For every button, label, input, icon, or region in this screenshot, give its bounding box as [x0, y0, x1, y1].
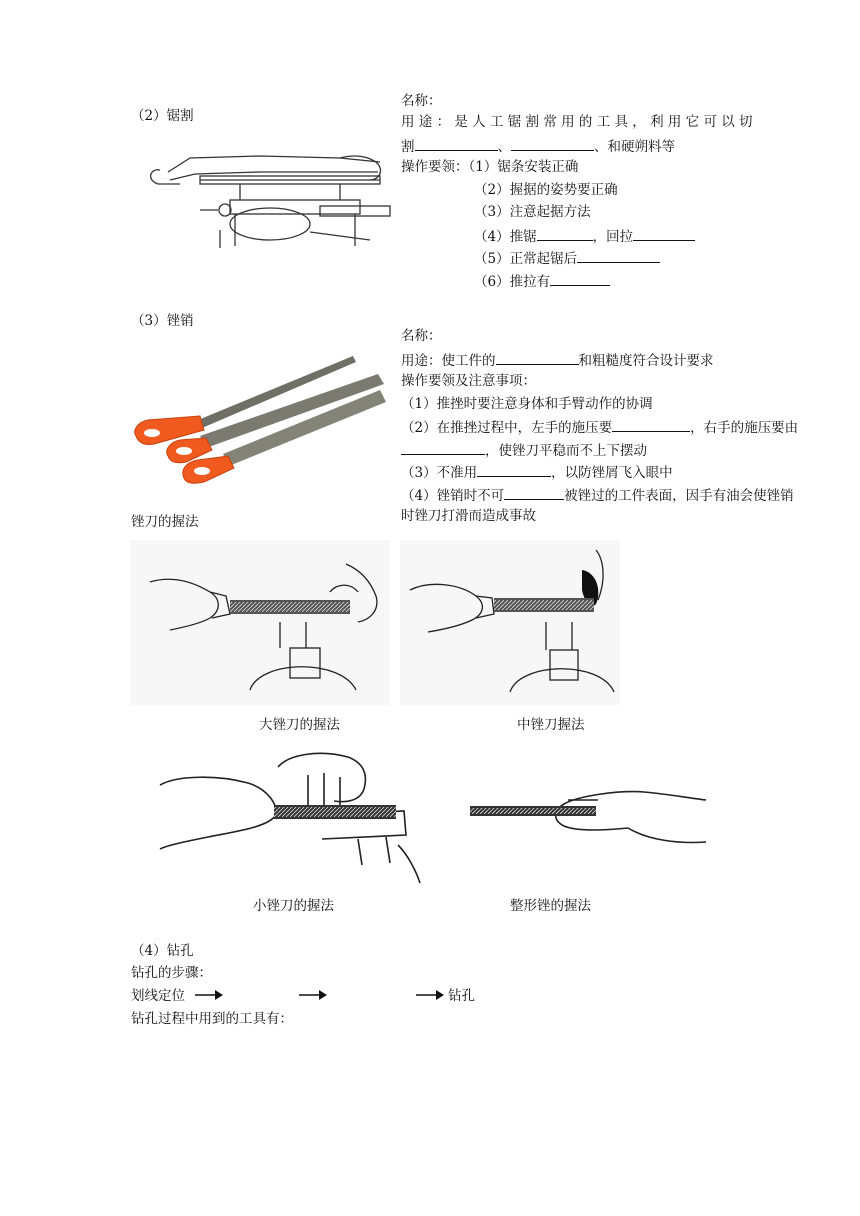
saw-op-3: （3）注意起据方法	[474, 204, 591, 220]
small-file-grip-illustration	[158, 745, 423, 885]
arrow-right-icon	[416, 989, 444, 1001]
drill-tools-label: 钻孔过程中用到的工具有：	[131, 1011, 293, 1027]
grip-caption-needle: 整形锉的握法	[510, 898, 591, 914]
grip-caption-medium: 中锉刀握法	[517, 717, 585, 733]
file-note-4: （4）锉销时不可 被锉过的工件表面，因手有油会使锉销	[401, 485, 794, 505]
saw-op-2: （2）握据的姿势要正确	[474, 182, 618, 198]
file-note-3: （3）不准用 ，以防锉屑飞入眼中	[401, 462, 673, 482]
blank-field	[477, 462, 551, 477]
blank-field	[550, 271, 610, 286]
file-name-label: 名称：	[401, 328, 442, 344]
blank-field	[511, 136, 594, 151]
saw-use-line1: 用 途 ： 是 人 工 锯 割 常 用 的 工 具 ， 利 用 它 可 以 切	[401, 114, 753, 130]
grips-heading: 锉刀的握法	[131, 514, 199, 530]
saw-name-label: 名称：	[401, 93, 442, 109]
file-note-2-line2: ，使锉刀平稳而不上下摆动	[401, 440, 647, 460]
saw-ops-row1: 操作要领：（1）锯条安装正确	[401, 159, 579, 175]
saw-op-6: （6）推拉有	[474, 271, 610, 291]
file-note-4-line2: 时锉刀打滑而造成事故	[401, 508, 536, 524]
blank-field	[577, 248, 660, 263]
file-use-line: 用途：使工件的 和粗糙度符合设计要求	[401, 350, 714, 370]
blank-field	[496, 350, 579, 365]
hacksaw-vise-illustration	[140, 150, 400, 250]
blank-field	[415, 136, 498, 151]
three-files-photo	[128, 350, 393, 490]
saw-op-4: （4）推锯 ，回拉	[474, 226, 695, 246]
section-heading-drill: （4）钻孔	[131, 943, 194, 959]
saw-use-line2: 割 、 、和硬朔料等	[401, 136, 675, 156]
drill-steps-row: 划线定位	[131, 988, 185, 1004]
blank-field	[633, 226, 695, 241]
medium-file-grip-illustration	[400, 540, 620, 705]
saw-op-5: （5）正常起锯后	[474, 248, 660, 268]
file-note-1: （1）推挫时要注意身体和手臂动作的协调	[401, 396, 653, 412]
file-note-2: （2）在推挫过程中，左手的施压要 ，右手的施压要由	[401, 417, 798, 437]
grip-caption-small: 小锉刀的握法	[253, 898, 334, 914]
drill-step-last: 钻孔	[448, 988, 475, 1004]
blank-field	[537, 226, 593, 241]
file-notes-label: 操作要领及注意事项：	[401, 373, 536, 389]
blank-field	[401, 440, 485, 455]
needle-file-grip-illustration	[468, 770, 708, 860]
large-file-grip-illustration	[130, 540, 390, 705]
grip-caption-large: 大锉刀的握法	[259, 717, 340, 733]
arrow-right-icon	[195, 989, 223, 1001]
arrow-right-icon	[299, 989, 327, 1001]
blank-field	[612, 417, 690, 432]
blank-field	[504, 485, 564, 500]
section-heading-saw: （2）锯割	[131, 108, 194, 124]
drill-steps-label: 钻孔的步骤：	[131, 965, 212, 981]
section-heading-file: （3）锉销	[131, 313, 194, 329]
